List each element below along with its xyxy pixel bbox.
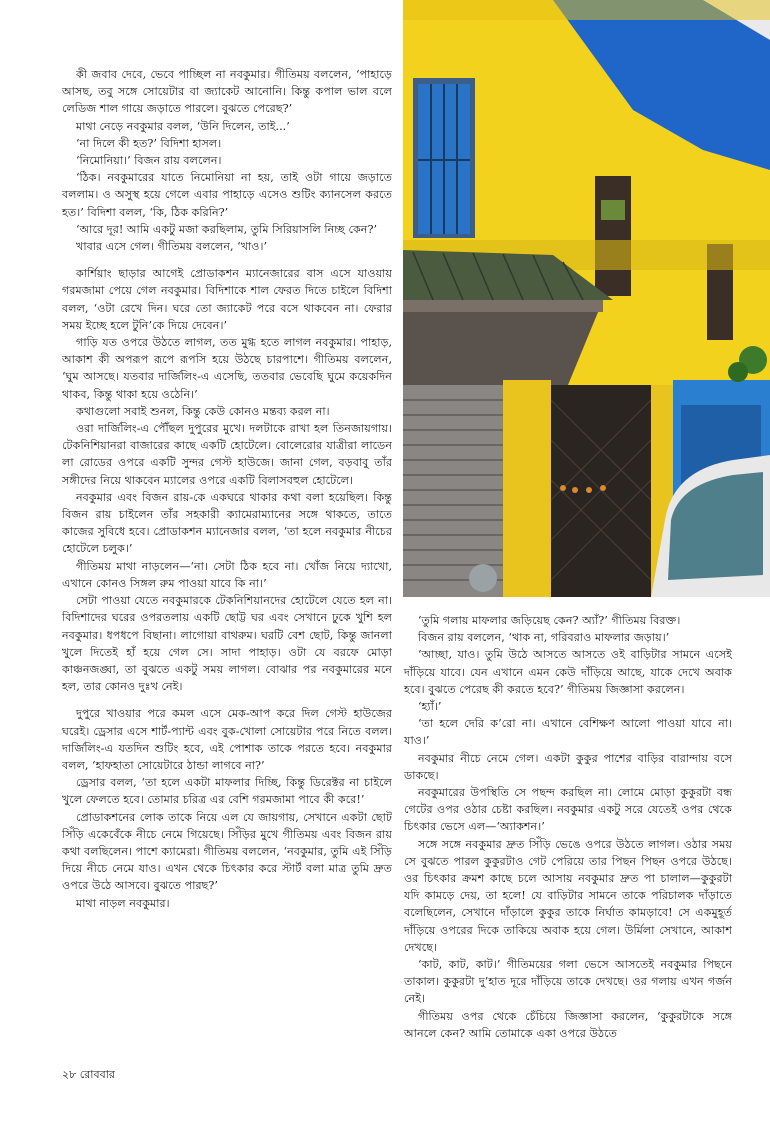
paragraph: ‘কাট, কাট, কাট।’ গীতিময়ের গলা ভেসে আসতেই নবকুমার পিছনে তাকাল। কুকুরটা দু’হাত দূরে দাঁড়িয়ে তাকে দেখছে। ওর গলায় এখন গর্জন নেই।: [404, 958, 732, 1006]
paragraph: ওরা দার্জিলিং-এ পৌঁছল দুপুরের মুখে। দলটাকে রাখা হল তিনজায়গায়। টেকনিশিয়ানরা বাজারের কাছে একটি হোটেলে। বোলেরোর যাত্রীরা লাডেন লা রোডের ওপরে একটি সুন্দর গেস্ট হাউজে। জানা গেল, বড়বাবু তাঁর সঙ্গীদের নিয়ে থাকবেন ম্যালের ওপরে একটি বিলাসবহুল হোটেলে।: [62, 422, 392, 487]
paragraph: ‘আচ্ছা, যাও। তুমি উঠে আসতে আসতে ওই বাড়িটার সামনে এসেই দাঁড়িয়ে যাবে। যেন এখানে এমন কেউ দাঁড়িয়ে আছে, যাকে দেখে অবাক হবে। বুঝতে পেরেছ কী করতে হবে?’ গীতিময় জিজ্ঞাসা করলেন।: [404, 648, 732, 696]
paragraph: ‘তুমি গলায় মাফলার জড়িয়েছ কেন? অ্যাঁ?’ গীতিময় বিরক্ত।: [418, 614, 681, 627]
paragraph: ‘তা হলে দেরি ক’রো না। এখানে বেশিক্ষণ আলো পাওয়া যাবে না। যাও।’: [404, 717, 732, 748]
paragraph: মাথা নেড়ে নবকুমার বলল, ‘উনি দিলেন, তাই...’: [76, 119, 290, 133]
left-column: [62, 66, 392, 912]
paragraph: গাড়ি যত ওপরে উঠতে লাগল, তত মুগ্ধ হতে লাগল নবকুমার। পাহাড়, আকাশ কী অপরূপ রূপে রূপসি হয়ে উঠছে চারপাশে। গীতিময় বললেন, ‘ঘুম আসছে। যতবার দার্জিলিং-এ এসেছি, ততবার ভেবেছি ঘুমে কয়েকদিন থাকব, কিন্তু থাকা হয়ে ওঠেনি।’: [62, 336, 392, 401]
yellow-building-illustration: [403, 0, 770, 597]
right-column: [404, 612, 732, 1042]
paragraph: নবকুমার এবং বিজন রায়-কে একঘরে থাকার কথা বলা হয়েছিল। কিন্তু বিজন রায় চাইলেন তাঁর সহকারী ক্যামেরাম্যানের সঙ্গে থাকতে, তাতে কাজের সুবিধে হবে। প্রোডাকশন ম্যানেজার বলল, ‘তা হলে নবকুমার নীচের হোটেলে চলুক।’: [62, 490, 392, 556]
paragraph: নবকুমার নীচে নেমে গেল। একটা কুকুর পাশের বাড়ির বারান্দায় বসে ডাকছে।: [404, 751, 732, 782]
paragraph: গীতিময় ওপর থেকে চেঁচিয়ে জিজ্ঞাসা করলেন, ‘কুকুরটাকে সঙ্গে আনলে কেন? আমি তোমাকে একা ওপরে উঠতে: [404, 1009, 732, 1040]
paragraph: কথাগুলো সবাই শুনল, কিন্তু কেউ কোনও মন্তব্য করল না।: [76, 404, 330, 418]
paragraph: ‘আরে দূর! আমি একটু মজা করছিলাম, তুমি সিরিয়াসলি নিচ্ছ কেন?’: [76, 222, 378, 236]
paragraph: প্রোডাকশনের লোক তাকে নিয়ে এল যে জায়গায়, সেখানে একটা ছোট সিঁড়ি একেবেঁকে নীচে নেমে গিয়েছে। সিঁড়ির মুখে গীতিময় এবং বিজন রায় কথা বলছিলেন। পাশে ক্যামেরা। গীতিময় বললেন, ‘নবকুমার, তুমি এই সিঁড়ি দিয়ে নীচে নেমে যাও। এখন থেকে চিৎকার করে স্টার্ট বলা মাত্র তুমি দ্রুত ওপরে উঠে আসবে। বুঝতে পারছ?’: [62, 810, 392, 893]
paragraph: কার্শিয়াং ছাড়ার আগেই প্রোডাকশন ম্যানেজারের বাস এসে যাওয়ায় গরমজামা পেয়ে গেল নবকুমার। বিদিশাকে শাল ফেরত দিতে চাইলে বিদিশা বলল, ‘ওটা রেখে দিন। ঘরে তো জ্যাকেট পরে বসে থাকবেন না। ফেরার সময় ইচ্ছে হলে টুনি’কে দিয়ে দেবেন।’: [62, 267, 392, 332]
paragraph: কী জবাব দেবে, ভেবে পাচ্ছিল না নবকুমার। গীতিময় বললেন, ‘পাহাড়ে আসছ, তবু সঙ্গে সোয়েটার বা জ্যাকেট আনোনি। কিন্তু কপাল ভাল বলে লেডিজ শাল গায়ে জড়াতে পারলে। বুঝতে পেরেছ?’: [62, 68, 392, 116]
paragraph: ড্রেসার বলল, ‘তা হলে একটা মাফলার দিচ্ছি, কিন্তু ডিরেক্টর না চাইলে খুলে ফেলতে হবে। তোমার চরিত্র এর বেশি গরমজামা পাবে কী করে!’: [62, 776, 392, 807]
paragraph: নবকুমারের উপস্থিতি সে পছন্দ করছিল না। লোমে মোড়া কুকুরটা বন্ধ গেটের ওপর ওঠার চেষ্টা করছিল। নবকুমার একটু সরে যেতেই ওপর থেকে চিৎকার ভেসে এল—‘অ্যাকশন।’: [404, 786, 732, 834]
paragraph: খাবার এসে গেল। গীতিময় বললেন, ‘খাও।’: [76, 240, 268, 254]
paragraph: সেটা পাওয়া যেতে নবকুমারকে টেকনিশিয়ানদের হোটেলে যেতে হল না। বিদিশাদের ঘরের ওপরতলায় একটি ছোট্ট ঘর এবং সেখানে ঢুকে খুশি হল নবকুমার। ধপধপে বিছানা। লাগোয়া বাথরুম। ঘরটি বেশ ছোট, কিন্তু জানলা খুলে দিতেই হাঁ হয়ে গেল সে। সাদা পাহাড়। ওটা যে বরফে মোড়া কাঞ্চনজঙ্ঘা, তা বুঝতে একটু সময় লাগল। বোঝার পর নবকুমারের মনে হল, তার কোনও দুঃখ নেই।: [62, 594, 392, 694]
paragraph: বিজন রায় বললেন, ‘থাক না, গরিবরাও মাফলার জড়ায়।’: [418, 631, 670, 645]
story-photo: [403, 0, 770, 597]
page-folio: ২৮ রোববার: [62, 1068, 115, 1081]
paragraph: ‘নিমোনিয়া।’ বিজন রায় বললেন।: [76, 154, 222, 168]
paragraph: দুপুরে খাওয়ার পরে কমল এসে মেক-আপ করে দিল গেস্ট হাউজের ঘরেই। ড্রেসার এসে শার্ট-প্যান্ট এবং বুক-খোলা সোয়েটার পরে নিতে বলল। দার্জিলিং-এ যতদিন শুটিং হবে, এই পোশাক তাকে পরতে হবে। নবকুমার বলল, ‘হাফহাতা সোয়েটারে ঠান্ডা লাগবে না?’: [62, 707, 392, 772]
paragraph: সঙ্গে সঙ্গে নবকুমার দ্রুত সিঁড়ি ভেঙে ওপরে উঠতে লাগল। ওঠার সময় সে বুঝতে পারল কুকুরটাও গেট পেরিয়ে তার পিছন পিছন ওপরে উঠছে। ওর চিৎকার ক্রমশ কাছে চলে আসায় নবকুমার দ্রুত পা চালাল—কুকুরটা যদি কামড়ে দেয়, তা হলে! যে বাড়িটার সামনে তাকে পরিচালক দাঁড়াতে বলেছিলেন, সেখানে দাঁড়ালে কুকুর তাকে নির্ঘাত কামড়াবে! সে একমুহূর্ত দাঁড়িয়ে ওপরের দিকে তাকিয়ে অবাক হয়ে গেল। উর্মিলা সেখানে, আকাশ দেখছে।: [404, 837, 732, 954]
paragraph: ‘হ্যাঁ।’: [418, 700, 442, 714]
paragraph: ‘না দিলে কী হত?’ বিদিশা হাসল।: [76, 136, 222, 150]
paragraph: মাথা নাড়ল নবকুমার।: [76, 896, 170, 910]
paragraph: গীতিময় মাথা নাড়লেন—‘না। সেটা ঠিক হবে না। খোঁজ নিয়ে দ্যাখো, এখানে কোনও সিঙ্গল রুম পাওয়া যাবে কি না।’: [62, 559, 392, 590]
paragraph: ‘ঠিক। নবকুমারের যাতে নিমোনিয়া না হয়, তাই ওটা গায়ে জড়াতে বললাম। ও অসুস্থ হয়ে গেলে এবার পাহাড়ে এসেও শুটিং ক্যানসেল করতে হত।’ বিদিশা বলল, ‘কি, ঠিক করিনি?’: [62, 171, 392, 219]
